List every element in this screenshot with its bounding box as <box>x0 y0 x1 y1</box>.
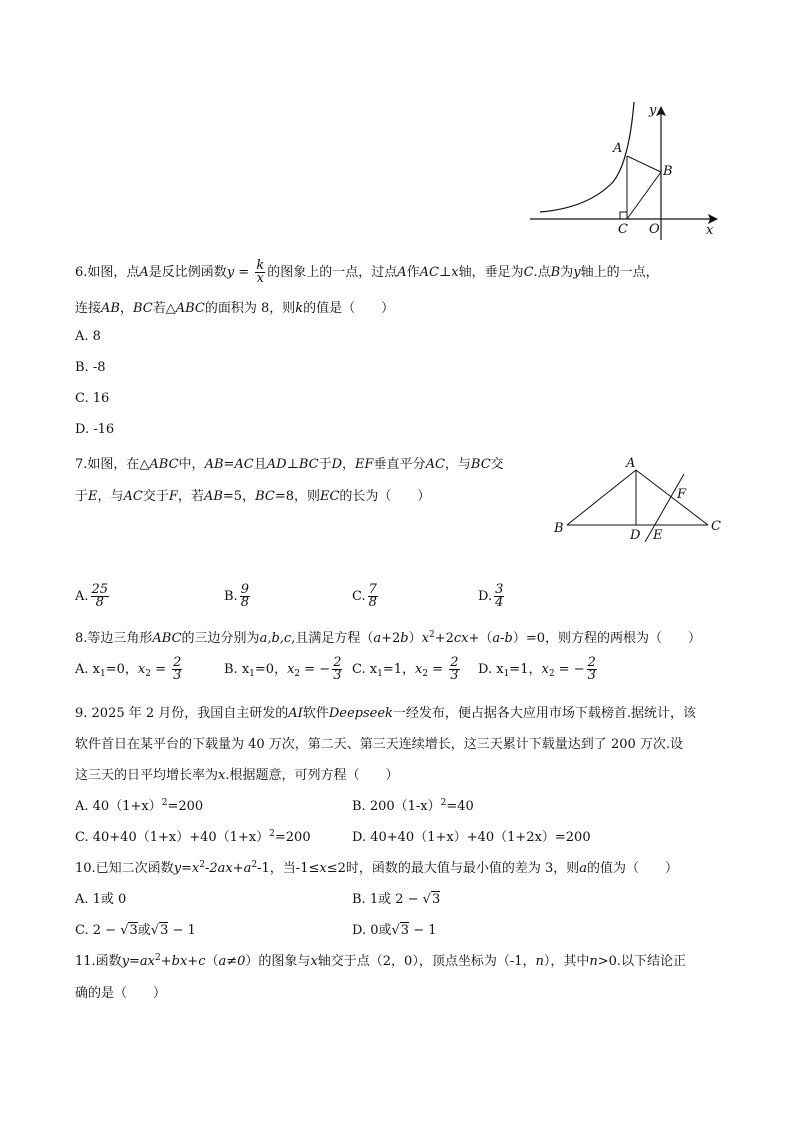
line-ef <box>645 474 684 542</box>
label-f: F <box>677 487 687 502</box>
segment-ab <box>627 156 661 172</box>
q6-line1: 6.如图，点A是反比例函数y = $\frac{k}{x}$ 的图象上的一点，过点A作AC⊥x轴，垂足为C.点B为y轴上的一点， <box>75 258 659 286</box>
q10-option-a: A. 1或 0 <box>75 892 127 907</box>
label-a: A <box>613 141 623 156</box>
q7-option-c: C. $\frac{7}{8}$ <box>352 582 377 610</box>
q10-line1: 10.已知二次函数$y=x^2-2ax+a^2-1$，当-1≤x≤2时，函数的最大值与最小值的差为 3，则a的值为（ ） <box>75 860 679 876</box>
q9-option-d: D. 40+40（1+x）+40（1+2x）=200 <box>352 830 591 845</box>
right-angle-mark <box>620 212 627 219</box>
label-b: B <box>554 521 564 536</box>
label-a: A <box>626 456 636 471</box>
label-b: B <box>663 164 673 179</box>
q6-option-b: B. -8 <box>75 360 106 375</box>
q10-option-b: B. 1或 2 − √3 <box>352 892 441 907</box>
label-c: C <box>618 222 628 237</box>
q6-line2: 连接AB，BC若△ABC的面积为 8，则k的值是（ ） <box>75 301 395 316</box>
label-c: C <box>711 519 721 534</box>
label-x: x <box>706 223 714 238</box>
q7-option-d: D. $\frac{3}{4}$ <box>478 582 504 610</box>
label-y: y <box>649 103 657 118</box>
q6-option-d: D. -16 <box>75 422 115 437</box>
q10-option-d: D. 0或√3 − 1 <box>352 923 437 938</box>
q7-option-a: A. $\frac{25}{8}$ <box>75 582 109 610</box>
q7-line1: 7.如图，在△ABC中，AB=AC且AD⊥BC于D，EF垂直平分AC，与BC交 <box>75 457 504 472</box>
figure-q7 <box>550 452 730 542</box>
q9-line3: 这三天的日平均增长率为x.根据题意，可列方程（ ） <box>75 768 399 783</box>
q6-option-a: A. 8 <box>75 329 101 344</box>
q8-line1: 8.等边三角形ABC的三边分别为a,b,c,且满足方程$(a+2b)x^2+2cx+(a-b)=0$，则方程的两根为（ ） <box>75 630 702 646</box>
segment-ab <box>567 470 636 525</box>
q10-option-c: C. 2 − √3或√3 − 1 <box>75 923 196 938</box>
q9-option-b: B. $200(1-x)^2=40$ <box>352 798 474 814</box>
label-d: D <box>630 528 641 542</box>
segment-bc <box>627 172 661 219</box>
q11-line1: 11.函数$y=ax^2+bx+c(a\ne 0)$的图象与x轴交于点（2，0），顶点坐标为（-1，n），其中n>0.以下结论正 <box>75 953 687 969</box>
q8-option-b: B. $x_1=0$，$x_2$ = − $\frac{2}{3}$ <box>224 655 342 683</box>
label-o: O <box>649 222 660 237</box>
label-e: E <box>653 528 663 542</box>
segment-ac <box>636 470 708 525</box>
q8-option-a: A. $x_1=0$，$x_2$ = $\frac{2}{3}$ <box>75 655 182 683</box>
q7-line2: 于E，与AC交于F，若AB=5，BC=8，则EC的长为（ ） <box>75 489 431 504</box>
hyperbola-curve <box>540 102 634 212</box>
q6-option-c: C. 16 <box>75 391 110 406</box>
q9-option-c: C. $40+40(1+x)+40(1+x)^2=200$ <box>75 829 311 845</box>
q8-option-d: D. $x_1=1$，$x_2$ = − $\frac{2}{3}$ <box>478 655 596 683</box>
figure-q6 <box>528 100 728 240</box>
q9-option-a: A. $40(1+x)^2=200$ <box>75 798 204 814</box>
q7-option-b: B. $\frac{9}{8}$ <box>224 582 249 610</box>
q11-line2: 确的是（ ） <box>75 986 167 1001</box>
q8-option-c: C. $x_1=1$，$x_2$ = $\frac{2}{3}$ <box>352 655 459 683</box>
q9-line2: 软件首日在某平台的下载量为 40 万次，第二天、第三天连续增长，这三天累计下载量达到了 200 万次.设 <box>75 737 684 752</box>
q9-line1: 9. 2025 年 2 月份，我国自主研发的AI软件Deepseek一经发布，便占据各大应用市场下载榜首.据统计，该 <box>75 706 697 721</box>
